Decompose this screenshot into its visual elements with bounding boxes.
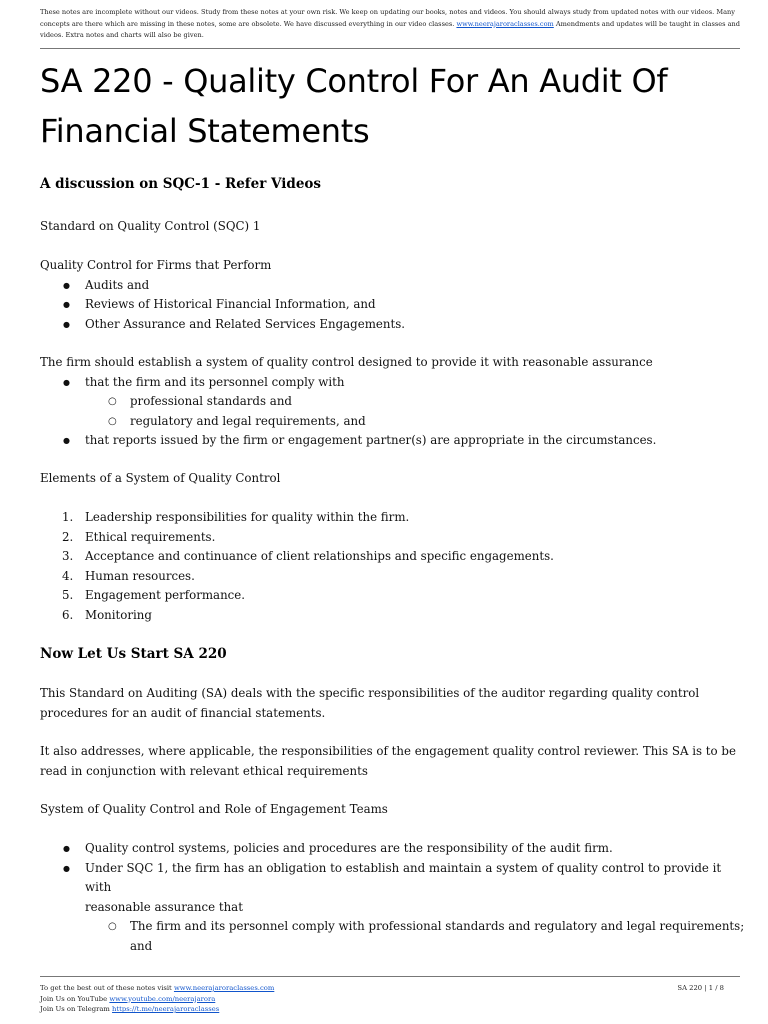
- footer-youtube: [40, 994, 274, 1005]
- footer-divider: [40, 976, 740, 977]
- list-item: [40, 567, 745, 587]
- elements-heading: Elements of a System of Quality Control: [40, 471, 281, 485]
- list-item: ● that the firm and its personnel comply with: [40, 373, 745, 393]
- list-item: [40, 606, 745, 626]
- list-text: Ethical requirements.: [85, 529, 216, 544]
- footer-telegram: [40, 1004, 274, 1015]
- list-text: Human resources.: [85, 568, 195, 583]
- firm-system-list: [40, 373, 745, 393]
- header-disclaimer: [40, 7, 745, 42]
- sub-list-item: ○ professional standards and: [40, 392, 745, 412]
- footer-text: To get the best out of these notes visit: [40, 984, 174, 992]
- page-number: SA 220 | 1 / 8: [677, 984, 724, 992]
- list-text: Acceptance and continuance of client relationships and specific engagements.: [85, 549, 554, 563]
- footer-website-link[interactable]: www.neerajaroraclasses.com: [173, 984, 275, 992]
- list-item: ● Reviews of Historical Financial Information, and: [40, 295, 745, 315]
- system-list: [40, 839, 745, 917]
- system-sublist: [40, 917, 745, 956]
- list-text: The firm and its personnel comply with professional standards and regulatory and legal requirements;: [130, 919, 745, 933]
- sa220-heading: Now Let Us Start SA 220: [40, 646, 227, 662]
- page-title: SA 220 - Quality Control For An Audit Of Financial Statements: [40, 62, 668, 150]
- paragraph-line: It also addresses, where applicable, the responsibilities of the engagement quality control reviewer. This SA is to be: [40, 744, 736, 758]
- disclaimer-website-link[interactable]: www.neerajaroraclasses.com: [456, 19, 554, 28]
- list-text-continued: reasonable assurance that: [85, 899, 243, 914]
- list-number: 1.: [62, 510, 74, 524]
- firm-system-intro: The firm should establish a system of quality control designed to provide it with reasonable assurance: [40, 355, 653, 369]
- list-text: Under SQC 1, the firm has an obligation to establish and maintain a system of quality control to provide it with: [85, 860, 722, 894]
- list-number: 6.: [62, 607, 74, 622]
- disclaimer-text-end: Amendments and updates will be taught in classes and videos. Extra notes and charts will also be given.: [40, 19, 741, 40]
- list-item: ● Quality control systems, policies and procedures are the responsibility of the audit firm.: [40, 839, 745, 859]
- footer-links: [40, 983, 274, 1015]
- paragraph-line: read in conjunction with relevant ethical requirements: [40, 763, 368, 778]
- firms-intro: Quality Control for Firms that Perform: [40, 258, 272, 272]
- sub-list-item: [40, 917, 745, 956]
- sqc-name: Standard on Quality Control (SQC) 1: [40, 219, 261, 233]
- firm-system-sublist: [40, 392, 745, 431]
- header-divider: [40, 48, 740, 49]
- list-item: [40, 528, 745, 548]
- list-number: 3.: [62, 549, 74, 563]
- firms-list: [40, 276, 745, 335]
- system-section: [40, 839, 745, 956]
- sub-list-item: ○ regulatory and legal requirements, and: [40, 412, 745, 432]
- list-item: [40, 547, 745, 567]
- elements-section: [40, 508, 745, 625]
- paragraph-scope: [40, 684, 745, 723]
- disclaimer-text: These notes are incomplete without our videos. Study from these notes at your own risk. We keep on updating our books, notes and videos. You should always study from updated notes with our videos. Many concepts are there which are missing in these notes, some are obsolete. We have discussed everything in our video classes.: [40, 8, 736, 28]
- sqc-heading: A discussion on SQC-1 - Refer Videos: [40, 176, 322, 192]
- system-heading: System of Quality Control and Role of Engagement Teams: [40, 802, 388, 816]
- list-item: [40, 508, 745, 528]
- list-text-continued: and: [130, 938, 153, 953]
- footer-text: Join Us on YouTube: [40, 994, 110, 1003]
- paragraph-line: This Standard on Auditing (SA) deals with the specific responsibilities of the auditor regarding quality control: [40, 686, 700, 700]
- footer-youtube-link[interactable]: www.youtube.com/neerajarora: [109, 994, 216, 1003]
- list-number: 4.: [62, 568, 74, 583]
- elements-list: [40, 508, 745, 625]
- paragraph-eqcr: [40, 742, 745, 781]
- firm-system-list-continued: [40, 431, 745, 451]
- footer-visit: [40, 983, 274, 994]
- list-number: 5.: [62, 588, 74, 602]
- list-item: ● Other Assurance and Related Services Engagements.: [40, 315, 745, 335]
- list-text: Leadership responsibilities for quality within the firm.: [85, 510, 410, 524]
- list-text: Monitoring: [85, 607, 152, 622]
- footer-text: Join Us on Telegram: [40, 1005, 113, 1013]
- firm-system-section: [40, 353, 745, 451]
- list-item: ● Audits and: [40, 276, 745, 296]
- footer-telegram-link[interactable]: https://t.me/neerajaroraclasses: [112, 1005, 220, 1013]
- list-number: 2.: [62, 529, 74, 544]
- list-item: ● that reports issued by the firm or engagement partner(s) are appropriate in the circumstances.: [40, 431, 745, 451]
- list-item: [40, 859, 745, 918]
- paragraph-line: procedures for an audit of financial statements.: [40, 705, 326, 720]
- list-item: [40, 586, 745, 606]
- firms-section: [40, 256, 745, 334]
- list-text: Engagement performance.: [85, 588, 246, 602]
